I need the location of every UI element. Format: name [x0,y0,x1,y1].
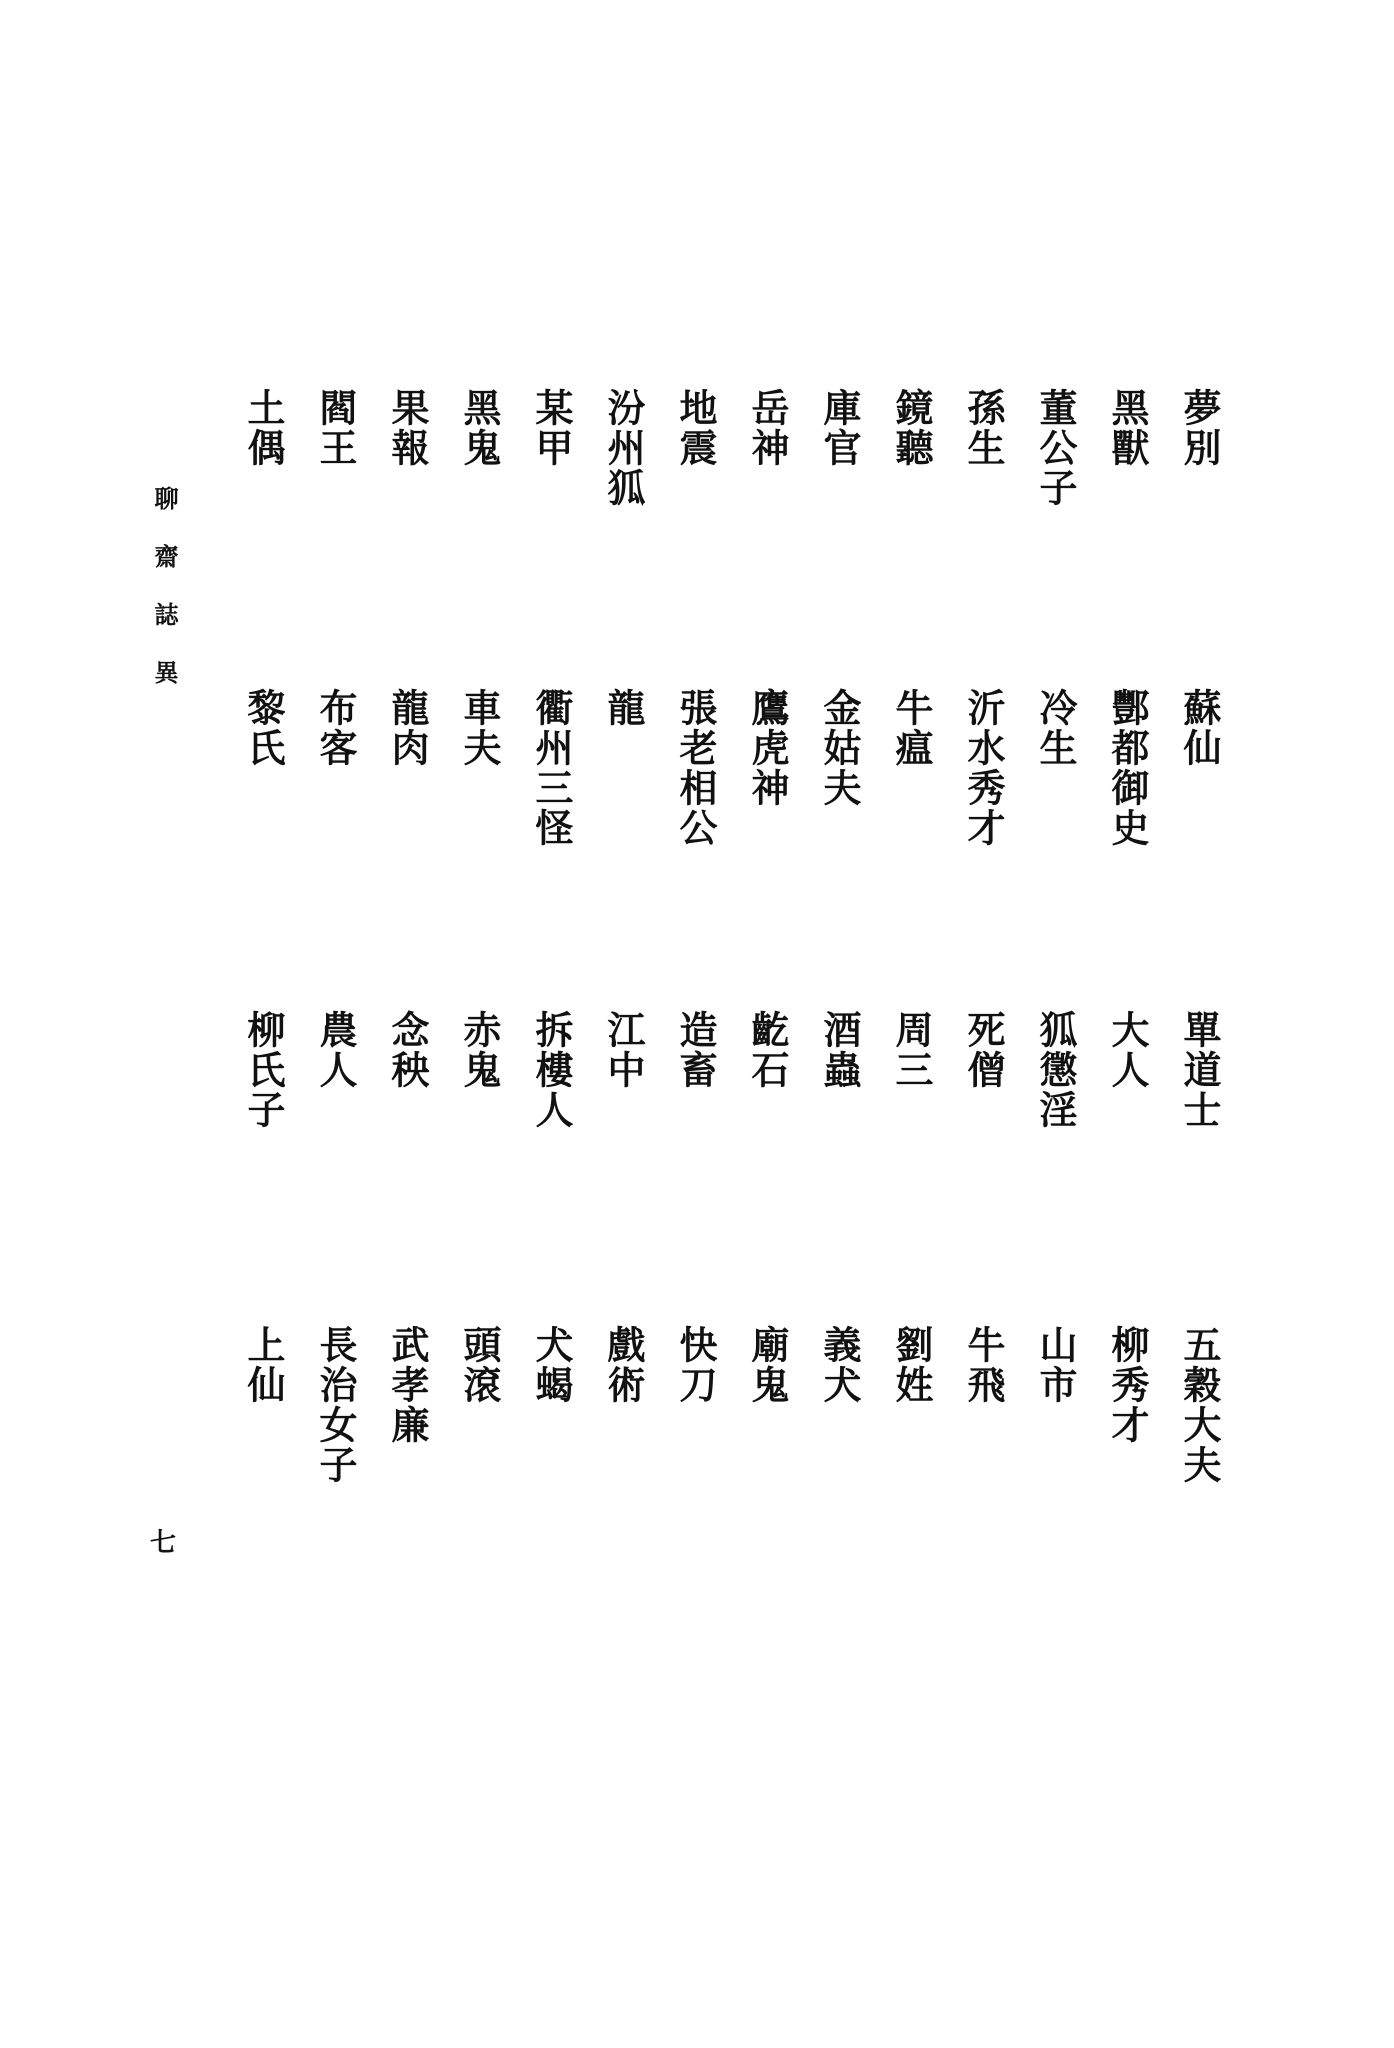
toc-entry: 武孝廉 [385,1325,430,1445]
toc-entry: 蘇仙 [1177,688,1222,768]
toc-entry: 董公子 [1033,388,1078,508]
running-head: 聊齋誌異 [150,486,179,718]
toc-entry: 孫生 [961,388,1006,468]
toc-entry: 布客 [313,688,358,768]
toc-entry: 龍 [601,688,646,728]
toc-entry: 黎氏 [241,688,286,768]
toc-entry: 造畜 [673,1010,718,1090]
toc-entry: 義犬 [817,1325,862,1405]
toc-entry: 酆都御史 [1105,688,1150,848]
toc-entry: 死僧 [961,1010,1006,1090]
toc-entry: 鏡聽 [889,388,934,468]
toc-entry: 上仙 [241,1325,286,1405]
toc-entry: 拆樓人 [529,1010,574,1130]
toc-entry: 某甲 [529,388,574,468]
toc-entry: 廟鬼 [745,1325,790,1405]
toc-entry: 快刀 [673,1325,718,1405]
toc-entry: 閻王 [313,388,358,468]
toc-entry: 夢別 [1177,388,1222,468]
toc-entry: 劉姓 [889,1325,934,1405]
toc-entry: 牛瘟 [889,688,934,768]
toc-entry: 黑鬼 [457,388,502,468]
toc-entry: 齕石 [745,1010,790,1090]
toc-entry: 龍肉 [385,688,430,768]
toc-entry: 張老相公 [673,688,718,848]
toc-entry: 庫官 [817,388,862,468]
page-number: 七 [150,1528,177,1558]
toc-entry: 柳秀才 [1105,1325,1150,1445]
toc-entry: 五穀大夫 [1177,1325,1222,1485]
toc-entry: 衢州三怪 [529,688,574,848]
toc-entry: 狐懲淫 [1033,1010,1078,1130]
toc-entry: 頭滾 [457,1325,502,1405]
toc-entry: 大人 [1105,1010,1150,1090]
toc-entry: 牛飛 [961,1325,1006,1405]
toc-entry: 單道士 [1177,1010,1222,1130]
toc-entry: 農人 [313,1010,358,1090]
toc-entry: 果報 [385,388,430,468]
toc-entry: 車夫 [457,688,502,768]
toc-entry: 黑獸 [1105,388,1150,468]
toc-entry: 犬蝎 [529,1325,574,1405]
toc-entry: 冷生 [1033,688,1078,768]
toc-entry: 酒蟲 [817,1010,862,1090]
toc-entry: 山市 [1033,1325,1078,1405]
toc-entry: 金姑夫 [817,688,862,808]
toc-entry: 鷹虎神 [745,688,790,808]
toc-entry: 長治女子 [313,1325,358,1485]
toc-entry: 土偶 [241,388,286,468]
toc-entry: 地震 [673,388,718,468]
toc-entry: 周三 [889,1010,934,1090]
toc-entry: 沂水秀才 [961,688,1006,848]
toc-entry: 岳神 [745,388,790,468]
toc-entry: 柳氏子 [241,1010,286,1130]
toc-entry: 戲術 [601,1325,646,1405]
toc-entry: 江中 [601,1010,646,1090]
toc-entry: 赤鬼 [457,1010,502,1090]
toc-entry: 汾州狐 [601,388,646,508]
toc-entry: 念秧 [385,1010,430,1090]
